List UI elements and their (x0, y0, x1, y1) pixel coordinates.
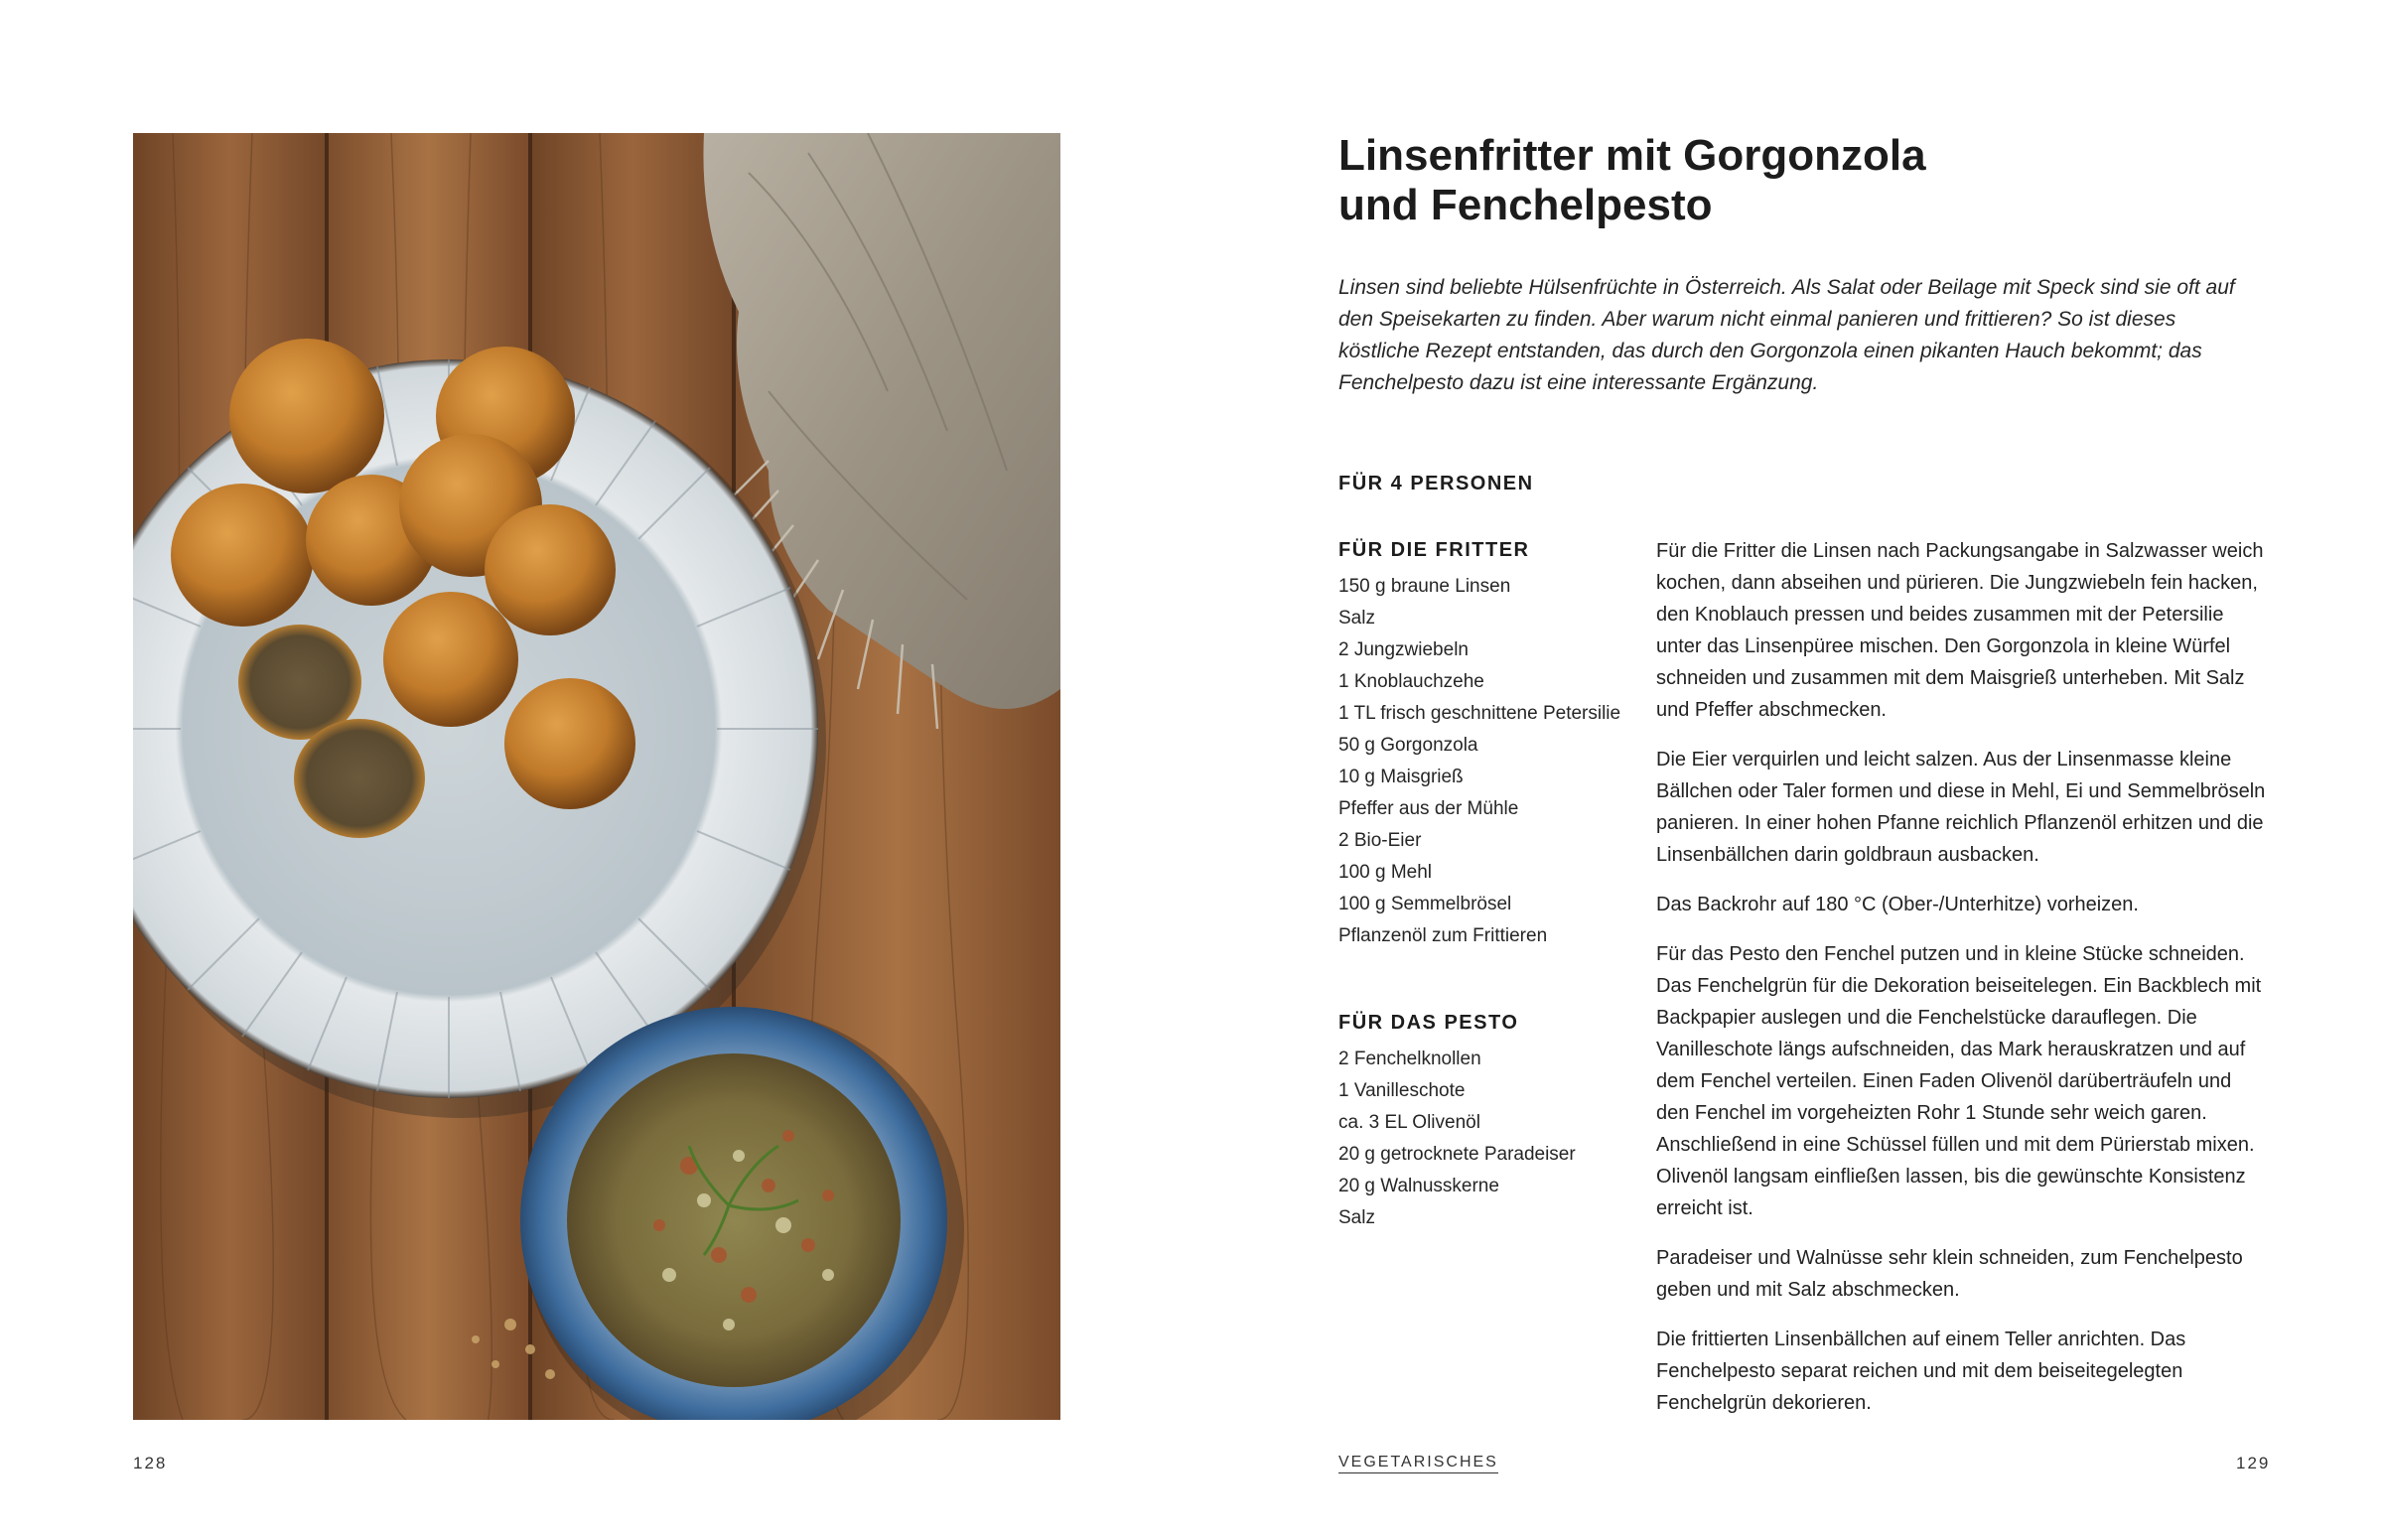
ingredient-item: 20 g getrocknete Paradeiser (1338, 1144, 1576, 1165)
ingredient-list (1338, 571, 1636, 952)
page-number-right: 129 (2236, 1454, 2271, 1472)
ingredient-item: 100 g Mehl (1338, 862, 1433, 883)
ingredients-heading: FÜR DIE FRITTER (1338, 539, 1530, 561)
section-label: VEGETARISCHES (1338, 1454, 1498, 1473)
ingredient-item: Salz (1338, 608, 1375, 629)
method-step: Die Eier verquirlen und leicht salzen. Aus der Linsenmasse kleine Bällchen oder Taler formen und diese in Mehl, Ei und Semmelbröseln panieren. In einer hohen Pfanne reichlich Pflanzenöl erhitzen und die Linsenbällchen darin goldbraun ausbacken. (1656, 749, 2266, 866)
method-steps (1656, 535, 2270, 1437)
method-step: Für die Fritter die Linsen nach Packungsangabe in Salzwasser weich kochen, dann abseihen und pürieren. Die Jungzwiebeln fein hacken, den Knoblauch pressen und beides zusammen mit der Petersilie unter das Linsenpüree mischen. Den Gorgonzola in kleine Würfel schneiden und zusammen mit dem Maisgrieß unterheben. Mit Salz und Pfeffer abschmecken. (1656, 540, 2264, 721)
ingredient-item: 2 Fenchelknollen (1338, 1049, 1481, 1069)
ingredients-heading: FÜR DAS PESTO (1338, 1012, 1519, 1034)
ingredient-item: 2 Bio-Eier (1338, 830, 1422, 851)
ingredient-item: Pfeffer aus der Mühle (1338, 798, 1519, 819)
ingredient-list (1338, 1044, 1636, 1234)
ingredient-item: 100 g Semmelbrösel (1338, 894, 1512, 914)
recipe-photo (133, 133, 1060, 1420)
title-line: Linsenfritter mit Gorgonzola (1338, 131, 1926, 180)
ingredients-fritter (1338, 535, 1636, 952)
ingredient-item: 2 Jungzwiebeln (1338, 639, 1469, 660)
recipe-title (1338, 131, 2133, 230)
page-number-left: 128 (133, 1454, 168, 1472)
ingredient-item: Pflanzenöl zum Frittieren (1338, 925, 1548, 946)
title-line: und Fenchelpesto (1338, 181, 1713, 229)
ingredients-pesto (1338, 1008, 1636, 1234)
servings-heading: FÜR 4 PERSONEN (1338, 473, 1534, 494)
ingredient-item: ca. 3 EL Olivenöl (1338, 1112, 1480, 1133)
ingredient-item: 150 g braune Linsen (1338, 576, 1511, 597)
ingredient-item: 50 g Gorgonzola (1338, 735, 1478, 756)
ingredient-item: 1 Knoblauchzehe (1338, 671, 1484, 692)
ingredient-item: 1 Vanilleschote (1338, 1080, 1466, 1101)
ingredient-item: 20 g Walnusskerne (1338, 1176, 1499, 1196)
method-step: Die frittierten Linsenbällchen auf einem Teller anrichten. Das Fenchelpesto separat reichen und mit dem beiseitegelegten Fenchelgrün dekorieren. (1656, 1329, 2186, 1414)
recipe-intro: Linsen sind beliebte Hülsenfrüchte in Österreich. Als Salat oder Beilage mit Speck sind sie oft auf den Speisekarten zu finden. Aber warum nicht einmal panieren und frittieren? So ist dieses köstliche Rezept entstanden, das durch den Gorgonzola einen pikanten Hauch bekommt; das Fenchelpesto dazu ist eine interessante Ergänzung. (1338, 276, 2235, 394)
ingredient-item: 10 g Maisgrieß (1338, 767, 1464, 787)
method-step: Paradeiser und Walnüsse sehr klein schneiden, zum Fenchelpesto geben und mit Salz abschmecken. (1656, 1247, 2243, 1301)
fennel-pesto (567, 1053, 901, 1387)
method-step: Das Backrohr auf 180 °C (Ober-/Unterhitze) vorheizen. (1656, 894, 2139, 915)
method-step: Für das Pesto den Fenchel putzen und in kleine Stücke schneiden. Das Fenchelgrün für die Dekoration beiseitelegen. Ein Backblech mit Backpapier auslegen und die Fenchelstücke darauflegen. Die Vanilleschote längs aufschneiden, das Mark herauskratzen und auf dem Fenchel verteilen. Einen Faden Olivenöl darüberträufeln und den Fenchel im vorgeheizten Rohr 1 Stunde sehr weich garen. Anschließend in eine Schüssel füllen und mit dem Pürierstab mixen. Olivenöl langsam einfließen lassen, bis die gewünschte Konsistenz erreicht ist. (1656, 943, 2262, 1219)
ingredient-item: Salz (1338, 1207, 1375, 1228)
ingredient-item: 1 TL frisch geschnittene Petersilie (1338, 703, 1621, 724)
